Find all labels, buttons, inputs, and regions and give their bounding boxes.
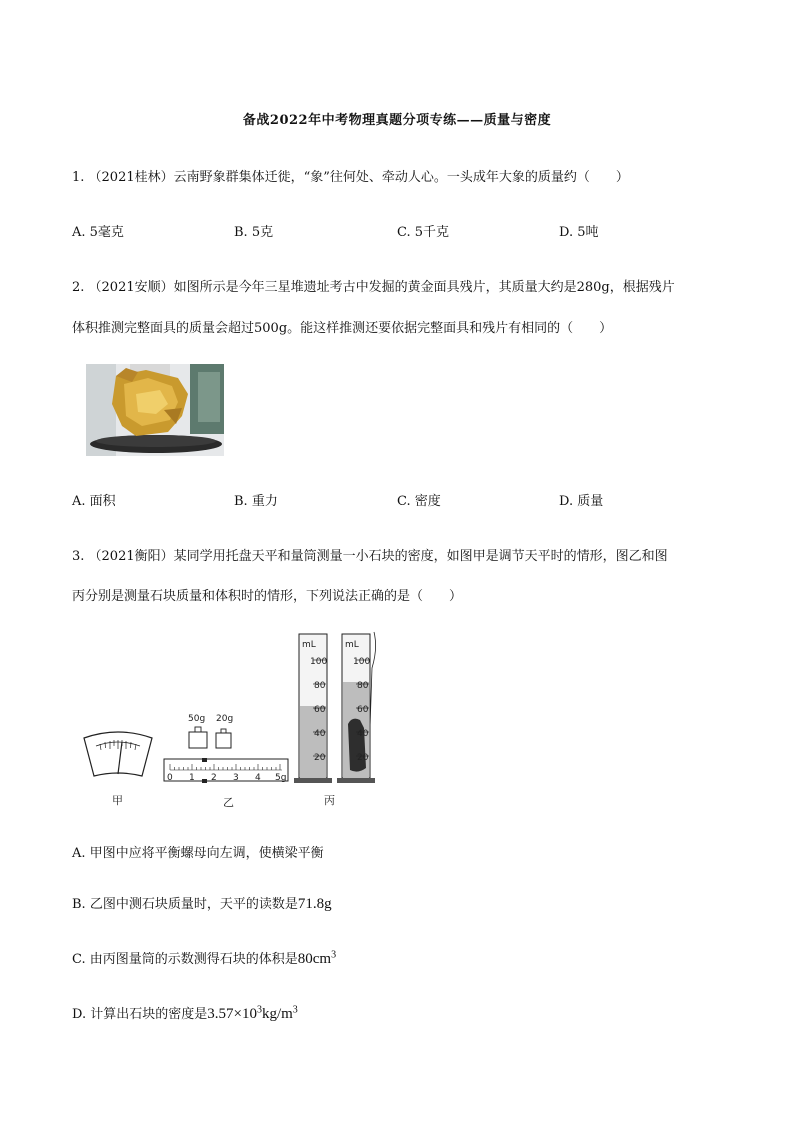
stone-in-cylinder: [348, 719, 366, 772]
weight-20g-label: 20g: [216, 714, 234, 724]
q3-option-c[interactable]: [72, 948, 336, 968]
q3-option-d-sup: 3: [256, 1004, 262, 1016]
q2-stem-line1: 2. （2021安顺）如图所示是今年三星堆遗址考古中发掘的黄金面具残片，其质量大约是280g，根据残片: [72, 280, 675, 295]
right-tick-40: 40: [357, 729, 369, 739]
right-tick-20: 20: [357, 753, 369, 763]
q3-figure: [78, 628, 390, 814]
q3-option-a[interactable]: A. 甲图中应将平衡螺母向左调，使横梁平衡: [72, 846, 324, 861]
scale-tick-1: 1: [189, 773, 195, 783]
left-tick-40: 40: [314, 729, 326, 739]
scale-tick-0: 0: [167, 773, 173, 783]
right-tick-80: 80: [357, 681, 369, 691]
q3-stem-line2: 丙分别是测量石块质量和体积时的情形，下列说法正确的是（ ）: [72, 589, 463, 604]
q1-option-d[interactable]: D. 5吨: [559, 225, 599, 240]
q3-option-d-sup2: 3: [292, 1004, 298, 1016]
right-cylinder-unit: mL: [345, 640, 359, 650]
scale-tick-5g: 5g: [275, 773, 287, 783]
q3-option-c-text: C. 由丙图量筒的示数测得石块的体积是: [72, 952, 298, 967]
scale-tick-4: 4: [255, 773, 261, 783]
q3-option-c-value: 80cm: [297, 951, 332, 967]
graduated-cylinders-diagram: [294, 632, 376, 807]
q3-option-b[interactable]: [72, 893, 332, 913]
q3-option-b-value: 71.8g: [297, 896, 332, 912]
label-jia: 甲: [112, 794, 123, 807]
q1-option-b[interactable]: B. 5克: [234, 225, 274, 240]
q2-option-c[interactable]: C. 密度: [397, 494, 441, 509]
scale-tick-3: 3: [233, 773, 239, 783]
label-yi: 乙: [223, 796, 234, 809]
left-tick-80: 80: [314, 681, 326, 691]
scale-tick-2: 2: [211, 773, 217, 783]
q1-option-c[interactable]: C. 5千克: [397, 225, 450, 240]
right-tick-60: 60: [357, 705, 369, 715]
left-tick-60: 60: [314, 705, 326, 715]
page-title: 备战2022年中考物理真题分项专练——质量与密度: [242, 113, 552, 128]
q3-option-b-text: B. 乙图中测石块质量时，天平的读数是: [72, 897, 298, 912]
q2-option-b[interactable]: B. 重力: [234, 494, 278, 509]
q3-option-d[interactable]: [72, 1003, 298, 1023]
q1-option-a[interactable]: A. 5毫克: [72, 225, 124, 240]
balance-weights-diagram: [164, 714, 288, 809]
q3-option-d-value-pre: 3.57×10: [207, 1006, 257, 1022]
q3-option-c-sup: 3: [331, 949, 337, 961]
q3-stem-line1: 3. （2021衡阳）某同学用托盘天平和量筒测量一小石块的密度，如图甲是调节天平时的情形，图乙和图: [72, 549, 668, 564]
label-bing: 丙: [324, 794, 335, 807]
left-cylinder-water: [300, 706, 326, 778]
balance-pointer-diagram: [84, 732, 152, 807]
q1-stem: 1. （2021桂林）云南野象群集体迁徙，“象”往何处、牵动人心。一头成年大象的质量约（ ）: [72, 170, 629, 185]
left-tick-20: 20: [314, 753, 326, 763]
q3-option-d-value-post: kg/m: [261, 1006, 293, 1022]
q2-option-a[interactable]: A. 面积: [72, 494, 116, 509]
left-tick-100: 100: [310, 657, 328, 667]
right-tick-100: 100: [353, 657, 371, 667]
q3-option-d-text: D. 计算出石块的密度是: [72, 1007, 208, 1022]
weight-50g-label: 50g: [188, 714, 206, 724]
golden-mask-photo: [86, 364, 224, 456]
q2-option-d[interactable]: D. 质量: [559, 494, 604, 509]
q2-stem-line2: 体积推测完整面具的质量会超过500g。能这样推测还要依据完整面具和残片有相同的（ ）: [72, 321, 613, 336]
left-cylinder-unit: mL: [302, 640, 316, 650]
